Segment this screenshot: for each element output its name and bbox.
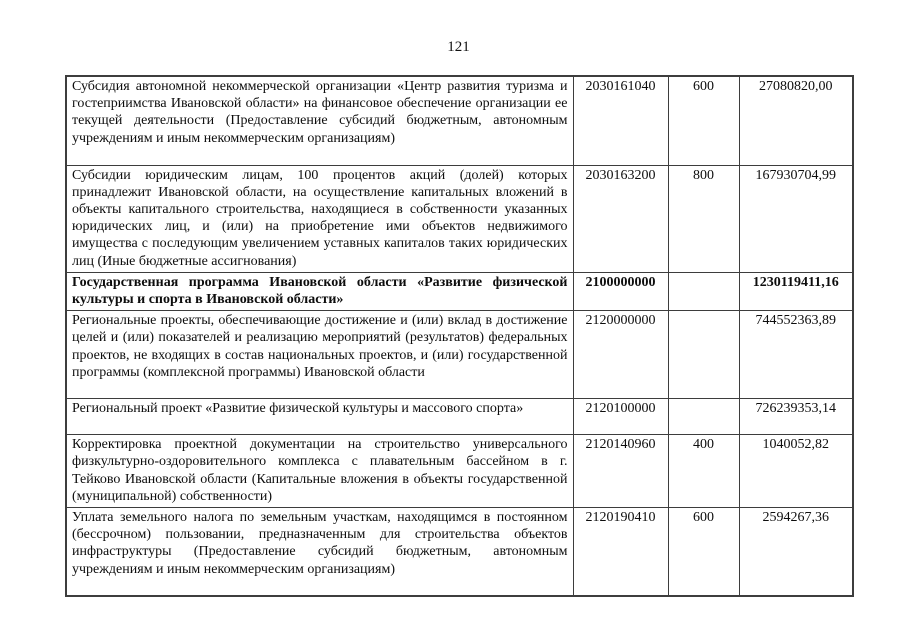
row-amount-cell: 1040052,82 xyxy=(739,435,853,508)
page-number: 121 xyxy=(447,39,470,55)
row-code-cell: 2120100000 xyxy=(573,399,668,435)
row-amount-cell: 167930704,99 xyxy=(739,165,853,272)
row-code-cell: 2120000000 xyxy=(573,311,668,399)
row-description-cell: Субсидия автономной некоммерческой организации «Центр развития туризма и гостеприимства Ивановской области» на финансовое обеспечение организации ее текущей деятельности (Предоставление субсидий бюджетным, автономным учреждениям и иным некоммерческим организациям) xyxy=(66,76,573,165)
row-expense-type-cell xyxy=(668,311,739,399)
row-expense-type-cell: 400 xyxy=(668,435,739,508)
row-code-cell: 2030163200 xyxy=(573,165,668,272)
row-description-cell: Корректировка проектной документации на строительство универсального физкультурно-оздоровительного комплекса с плавательным бассейном в г. Тейково Ивановской области (Капитальные вложения в объекты государственной (муниципальной) собственности) xyxy=(66,435,573,508)
row-description-cell: Субсидии юридическим лицам, 100 процентов акций (долей) которых принадлежит Ивановской области, на осуществление капитальных вложений в объекты капитального строительства, находящиеся в собственности указанных юридических лиц, и (или) на приобретение ими объектов недвижимого имущества с последующим увеличением уставных капиталов таких юридических лиц (Иные бюджетные ассигнования) xyxy=(66,165,573,272)
row-description-cell: Уплата земельного налога по земельным участкам, находящимся в постоянном (бессрочном) пользовании, предназначенным для строительства объектов инфраструктуры (Предоставление субсидий бюджетным, автономным учреждениям и иным некоммерческим организациям) xyxy=(66,507,573,596)
row-expense-type-cell xyxy=(668,272,739,310)
row-description-cell: Региональный проект «Развитие физической культуры и массового спорта» xyxy=(66,399,573,435)
table-row xyxy=(66,272,853,310)
row-amount-cell: 744552363,89 xyxy=(739,311,853,399)
row-code-cell: 2120190410 xyxy=(573,507,668,596)
row-amount-cell: 2594267,36 xyxy=(739,507,853,596)
row-expense-type-cell: 600 xyxy=(668,507,739,596)
row-code-cell: 2120140960 xyxy=(573,435,668,508)
row-amount-cell: 1230119411,16 xyxy=(739,272,853,310)
row-code-cell: 2030161040 xyxy=(573,76,668,165)
budget-table xyxy=(65,75,854,597)
row-description-cell: Региональные проекты, обеспечивающие достижение и (или) вклад в достижение целей и (или) показателей и реализацию мероприятий (результатов) федеральных проектов, не входящих в состав национальных проектов, и (или) государственной программы (комплексной программы) Ивановской области xyxy=(66,311,573,399)
table-row xyxy=(66,399,853,435)
row-code-cell: 2100000000 xyxy=(573,272,668,310)
table-row xyxy=(66,311,853,399)
table-row xyxy=(66,507,853,596)
row-expense-type-cell xyxy=(668,399,739,435)
table-row xyxy=(66,165,853,272)
table-row xyxy=(66,435,853,508)
row-expense-type-cell: 600 xyxy=(668,76,739,165)
row-amount-cell: 27080820,00 xyxy=(739,76,853,165)
row-expense-type-cell: 800 xyxy=(668,165,739,272)
table-row xyxy=(66,76,853,165)
row-description-cell: Государственная программа Ивановской области «Развитие физической культуры и спорта в Ивановской области» xyxy=(66,272,573,310)
row-amount-cell: 726239353,14 xyxy=(739,399,853,435)
